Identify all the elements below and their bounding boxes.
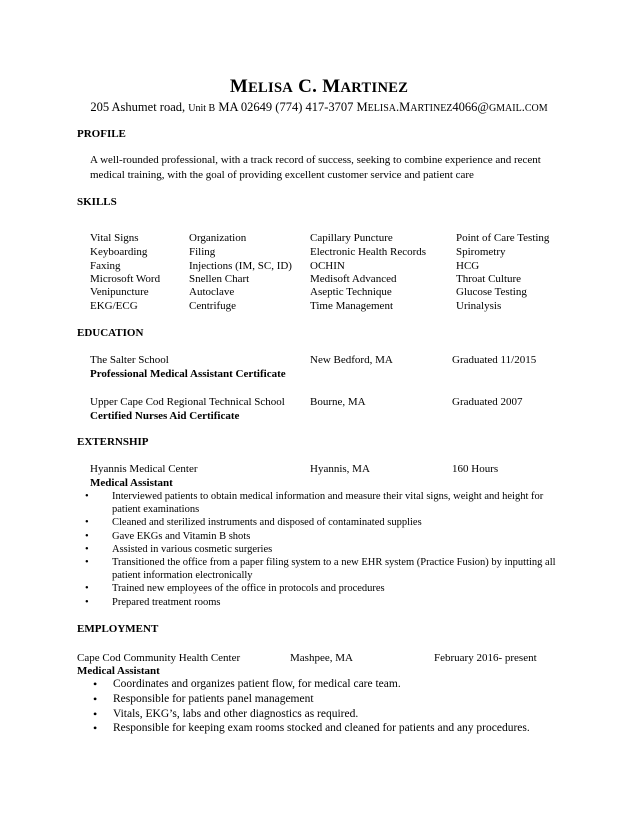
skill-item: Capillary Puncture <box>310 232 393 244</box>
employment-place: Cape Cod Community Health Center <box>77 652 241 664</box>
externship-location: Hyannis, MA <box>310 463 370 475</box>
skill-item: Urinalysis <box>456 300 502 312</box>
education-date: Graduated 2007 <box>452 396 523 408</box>
bullet-icon: • <box>85 596 89 608</box>
list-item-continuation: patient examinations <box>112 504 200 516</box>
bullet-icon: • <box>85 543 89 555</box>
skill-item: Organization <box>189 232 247 244</box>
education-location: Bourne, MA <box>310 396 366 408</box>
skill-item: Throat Culture <box>456 273 522 285</box>
skill-item: OCHIN <box>310 260 345 272</box>
skill-item: HCG <box>456 260 480 272</box>
list-item-continuation: patient information electronically <box>112 570 253 582</box>
bullet-icon: • <box>85 583 89 595</box>
bullet-icon: • <box>93 706 98 721</box>
employment-date: February 2016- present <box>434 652 537 664</box>
list-item: • Trained new employees of the office in protocols and procedures <box>85 583 385 595</box>
profile-line-1: A well-rounded professional, with a track record of success, seeking to combine experience and recent <box>90 154 541 166</box>
employment-location: Mashpee, MA <box>290 652 353 664</box>
skill-item: Keyboarding <box>90 246 148 258</box>
education-location: New Bedford, MA <box>310 354 393 366</box>
bullet-icon: • <box>85 491 89 502</box>
employment-role: Medical Assistant <box>77 665 160 677</box>
education-certificate: Certified Nurses Aid Certificate <box>90 410 240 422</box>
list-item: • Assisted in various cosmetic surgeries <box>85 543 273 555</box>
skill-item: Time Management <box>310 300 393 312</box>
bullet-icon: • <box>93 721 98 736</box>
education-certificate: Professional Medical Assistant Certificate <box>90 368 286 380</box>
skill-item: Aseptic Technique <box>310 286 392 298</box>
skill-item: Faxing <box>90 260 121 272</box>
externship-duties <box>85 490 556 609</box>
list-item: • Prepared treatment rooms <box>85 596 221 608</box>
bullet-icon: • <box>85 530 89 542</box>
skill-item: Centrifuge <box>189 300 237 312</box>
bullet-icon: • <box>93 691 98 706</box>
skill-item: Autoclave <box>189 286 235 298</box>
list-item: • Cleaned and sterilized instruments and disposed of contaminated supplies <box>85 517 422 529</box>
bullet-icon: • <box>93 677 98 691</box>
externship-heading: EXTERNSHIP <box>77 436 149 448</box>
skill-item: Glucose Testing <box>456 286 527 298</box>
education-school: Upper Cape Cod Regional Technical School <box>90 396 285 408</box>
skill-item: Filing <box>189 246 216 258</box>
skill-item: Venipuncture <box>90 286 149 298</box>
list-item: • Transitioned the office from a paper filing system to a new EHR system (Practice Fusion) by inputting all <box>85 557 556 569</box>
employment-heading: EMPLOYMENT <box>77 623 159 635</box>
skill-item: Snellen Chart <box>189 273 250 285</box>
contact-line: 205 Ashumet road, Unit B MA 02649 (774) 417-3707 MELISA.MARTINEZ4066@GMAIL.COM <box>90 100 548 114</box>
bullet-icon: • <box>85 557 89 569</box>
skill-item: Microsoft Word <box>90 273 161 285</box>
externship-hours: 160 Hours <box>452 463 499 475</box>
list-item: • Gave EKGs and Vitamin B shots <box>85 530 251 542</box>
bullet-icon: • <box>85 517 89 529</box>
externship-role: Medical Assistant <box>90 477 173 489</box>
skills-heading: SKILLS <box>77 196 117 208</box>
skill-item: Spirometry <box>456 246 506 258</box>
skill-item: Medisoft Advanced <box>310 273 397 285</box>
profile-line-2: medical training, with the goal of providing excellent customer service and patient care <box>90 169 474 181</box>
list-item: • Interviewed patients to obtain medical information and measure their vital signs, weight and height for <box>85 491 544 502</box>
education-date: Graduated 11/2015 <box>452 354 537 366</box>
profile-heading: PROFILE <box>77 128 126 140</box>
skill-item: Vital Signs <box>90 232 139 244</box>
list-item: • Responsible for patients panel management <box>93 691 314 706</box>
list-item: • Coordinates and organizes patient flow, for medical care team. <box>93 677 401 691</box>
list-item: • Vitals, EKG’s, labs and other diagnostics as required. <box>93 706 359 721</box>
skill-item: Point of Care Testing <box>456 232 550 244</box>
skill-item: Electronic Health Records <box>310 246 427 258</box>
candidate-name: MELISA C. MARTINEZ <box>229 76 409 97</box>
employment-duties <box>93 677 530 736</box>
education-heading: EDUCATION <box>77 327 144 339</box>
skill-item: EKG/ECG <box>90 300 138 312</box>
education-school: The Salter School <box>90 354 169 366</box>
externship-place: Hyannis Medical Center <box>90 463 198 475</box>
list-item: • Responsible for keeping exam rooms stocked and cleaned for patients and any procedures. <box>93 721 530 736</box>
skill-item: Injections (IM, SC, ID) <box>189 260 292 272</box>
